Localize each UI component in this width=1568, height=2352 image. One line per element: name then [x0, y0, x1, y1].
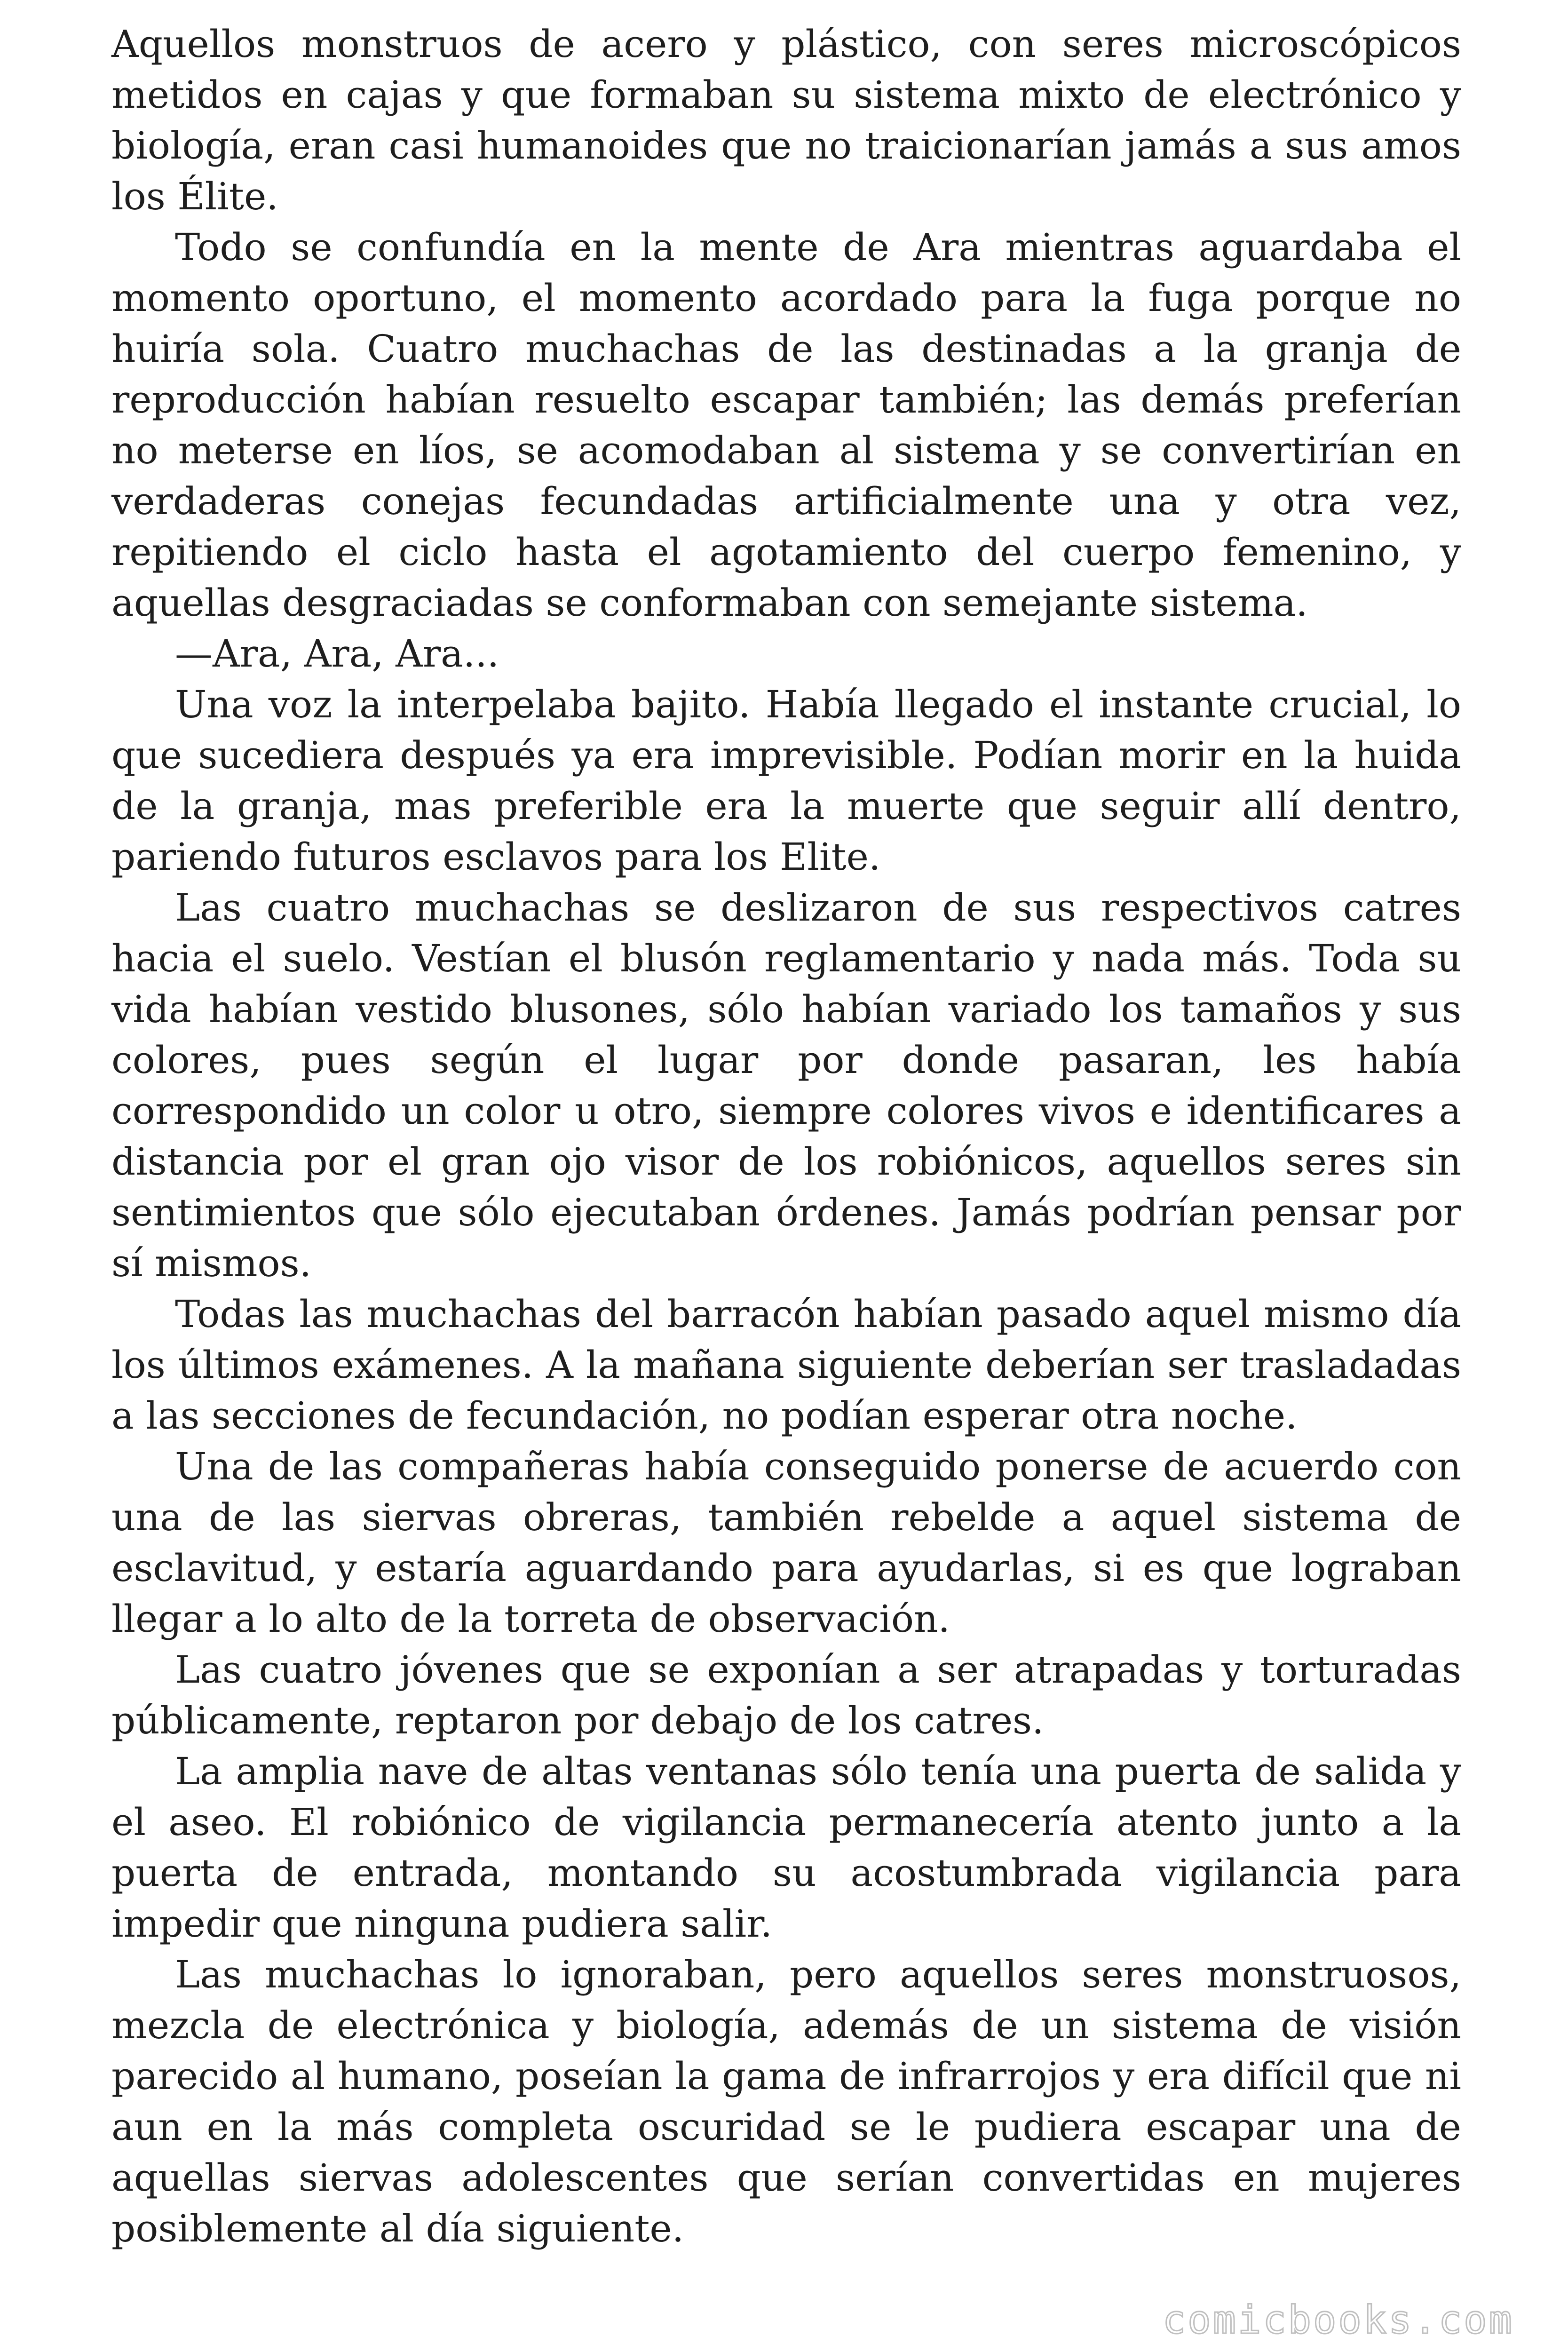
paragraph-6: Todas las muchachas del barracón habían pasado aquel mismo día los últimos exámenes. A la mañana siguiente deberían ser trasladadas a las secciones de fecundación, no podían esperar otra noche. — [111, 1292, 1461, 1438]
paragraph-5: Las cuatro muchachas se deslizaron de sus respectivos catres hacia el suelo. Vestían el blusón reglamentario y nada más. Toda su vida habían vestido blusones, sólo habían variado los tamaños y sus colores, pues según el lugar por donde pasaran, les había correspondido un color u otro, siempre colores vivos e identificares a distancia por el gran ojo visor de los robiónicos, aquellos seres sin sentimientos que sólo ejecutaban órdenes. Jamás podrían pensar por sí mismos. — [111, 886, 1461, 1285]
paragraph-8: Las cuatro jóvenes que se exponían a ser atrapadas y torturadas públicamente, reptaron por debajo de los catres. — [111, 1648, 1461, 1742]
paragraph-10: Las muchachas lo ignoraban, pero aquellos seres monstruosos, mezcla de electrónica y biología, además de un sistema de visión parecido al humano, poseían la gama de infrarrojos y era difícil que ni aun en la más completa oscuridad se le pudiera escapar una de aquellas siervas adolescentes que serían convertidas en mujeres posiblemente al día siguiente. — [111, 1953, 1461, 2250]
paragraph-1: Aquellos monstruos de acero y plástico, con seres microscópicos metidos en cajas y que formaban su sistema mixto de electrónico y biología, eran casi humanoides que no traicionarían jamás a sus amos los Élite. — [111, 22, 1461, 218]
watermark: comicbooks.com — [1162, 2298, 1514, 2343]
paragraph-3-dialogue: —Ara, Ara, Ara... — [175, 632, 499, 675]
paragraph-4: Una voz la interpelaba bajito. Había llegado el instante crucial, lo que sucediera después ya era imprevisible. Podían morir en la huida de la granja, mas preferible era la muerte que seguir allí dentro, pariendo futuros esclavos para los Elite. — [111, 683, 1461, 879]
paragraph-2: Todo se confundía en la mente de Ara mientras aguardaba el momento oportuno, el momento acordado para la fuga porque no huiría sola. Cuatro muchachas de las destinadas a la granja de reproducción habían resuelto escapar también; las demás preferían no meterse en líos, se acomodaban al sistema y se convertirían en verdaderas conejas fecundadas artificialmente una y otra vez, repitiendo el ciclo hasta el agotamiento del cuerpo femenino, y aquellas desgraciadas se conformaban con semejante sistema. — [111, 225, 1461, 625]
page-text-body — [111, 19, 1461, 2254]
paragraph-9: La amplia nave de altas ventanas sólo tenía una puerta de salida y el aseo. El robiónico de vigilancia permanecería atento junto a la puerta de entrada, montando su acostumbrada vigilancia para impedir que ninguna pudiera salir. — [111, 1749, 1461, 1946]
paragraph-7: Una de las compañeras había conseguido ponerse de acuerdo con una de las siervas obreras, también rebelde a aquel sistema de esclavitud, y estaría aguardando para ayudarlas, si es que lograban llegar a lo alto de la torreta de observación. — [111, 1445, 1461, 1641]
